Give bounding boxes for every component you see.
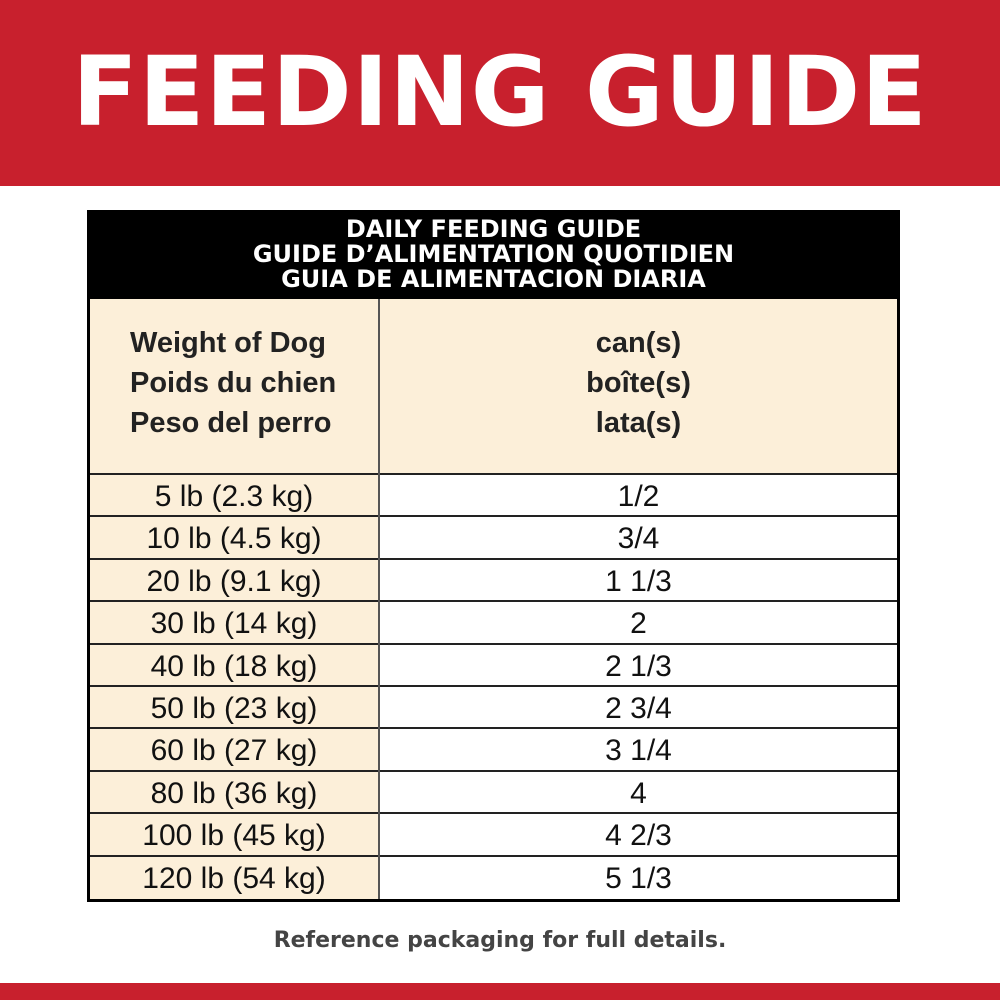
column-header-line: boîte(s) [586,367,691,399]
cans-cell: 4 [380,772,897,813]
weight-cell: 80 lb (36 kg) [90,772,378,813]
column-header-line: Peso del perro [130,407,332,439]
weight-cell: 50 lb (23 kg) [90,687,378,728]
table-row [90,517,897,558]
column-header-line: lata(s) [595,407,682,439]
cans-cell: 2 [380,602,897,643]
table-row [90,645,897,686]
cans-column-header [380,299,897,475]
table-row [90,475,897,516]
cans-cell: 2 3/4 [380,687,897,728]
table-row [90,602,897,643]
table-title-line: GUIA DE ALIMENTACION DIARIA [281,265,706,293]
feeding-table [87,210,900,902]
cans-cell: 2 1/3 [380,645,897,686]
table-row [90,857,897,898]
column-header-line: Weight of Dog [130,327,326,359]
weight-cell: 30 lb (14 kg) [90,602,378,643]
table-row [90,772,897,813]
column-header-line: Poids du chien [130,367,337,399]
column-divider [378,299,380,899]
table-title [87,210,900,296]
footnote: Reference packaging for full details. [273,928,727,953]
cans-cell: 5 1/3 [380,857,897,898]
table-grid [90,299,897,899]
table-row [90,729,897,770]
page-title: FEEDING GUIDE [72,36,928,148]
table-title-line: DAILY FEEDING GUIDE [345,215,642,243]
table-row [90,560,897,601]
weight-cell: 120 lb (54 kg) [90,857,378,898]
weight-cell: 100 lb (45 kg) [90,814,378,855]
header-banner [0,0,1000,186]
table-row [90,687,897,728]
weight-cell: 60 lb (27 kg) [90,729,378,770]
cans-cell: 1/2 [380,475,897,516]
weight-cell: 20 lb (9.1 kg) [90,560,378,601]
cans-cell: 1 1/3 [380,560,897,601]
cans-cell: 4 2/3 [380,814,897,855]
weight-column-header [90,299,378,475]
bottom-bar [0,983,1000,1000]
cans-cell: 3 1/4 [380,729,897,770]
table-title-line: GUIDE D’ALIMENTATION QUOTIDIEN [252,240,735,268]
column-header-line: can(s) [595,327,682,359]
table-row [90,814,897,855]
weight-cell: 40 lb (18 kg) [90,645,378,686]
weight-cell: 10 lb (4.5 kg) [90,517,378,558]
weight-cell: 5 lb (2.3 kg) [90,475,378,516]
cans-cell: 3/4 [380,517,897,558]
